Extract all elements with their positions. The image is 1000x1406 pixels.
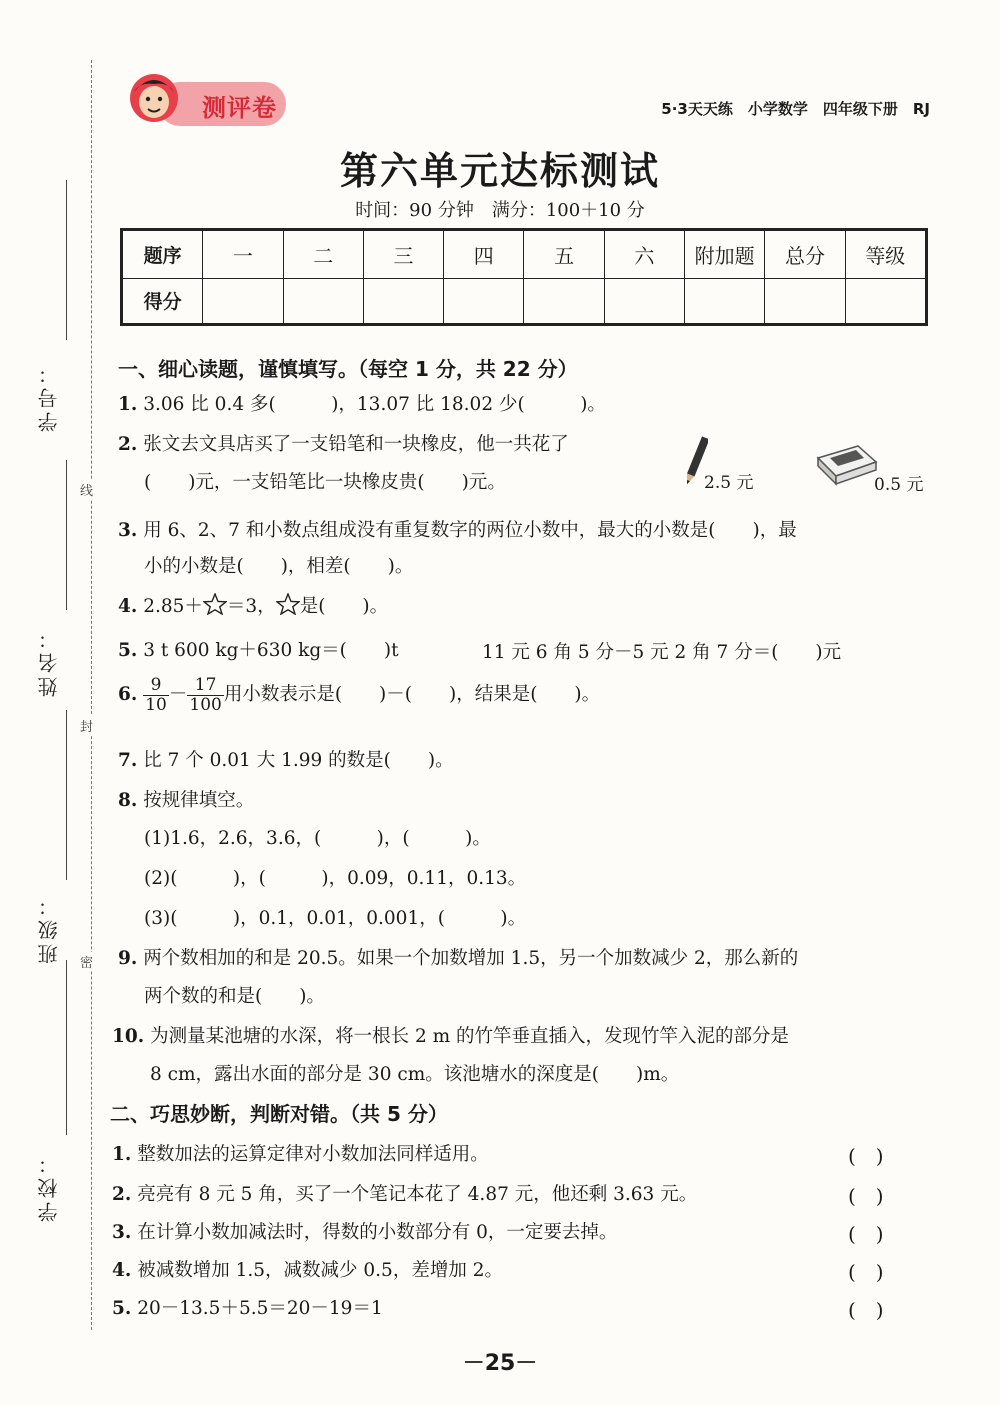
column-header: 总分 <box>765 230 845 279</box>
question-6-text: 用小数表示是( )－( )，结果是( )。 <box>223 684 601 706</box>
time-and-score: 时间：90 分钟 满分：100＋10 分 <box>355 200 645 221</box>
score-cell[interactable] <box>845 278 926 324</box>
judge-item-1: 1. 整数加法的运算定律对小数加法同样适用。 <box>112 1144 489 1165</box>
fraction-9-10: $\frac{9}{10}$ <box>145 675 167 715</box>
section2-heading: 二、巧思妙断，判断对错。（共 5 分） <box>110 1102 448 1126</box>
answer-bracket[interactable]: ( ) <box>848 1298 884 1322</box>
judge-item-3: 3. 在计算小数加减法时，得数的小数部分有 0，一定要去掉。 <box>112 1222 618 1243</box>
question-1: 1. 3.06 比 0.4 多( )，13.07 比 18.02 少( )。 <box>118 394 606 415</box>
eraser-icon <box>814 440 880 488</box>
school-line <box>66 960 67 1135</box>
question-2-line1: 张文去文具店买了一支铅笔和一块橡皮，他一共花了 <box>143 434 569 455</box>
column-header: 四 <box>444 230 524 279</box>
score-cell[interactable] <box>765 278 845 324</box>
column-header: 二 <box>283 230 363 279</box>
question-8-sub1: (1)1.6，2.6，3.6，( )，( )。 <box>144 828 491 849</box>
question-10-line2: 8 cm，露出水面的部分是 30 cm。该池塘水的深度是( )m。 <box>150 1064 680 1085</box>
page-number: －25－ <box>462 1351 538 1376</box>
eraser-price: 0.5 元 <box>874 475 924 495</box>
star-icon <box>276 593 300 615</box>
answer-bracket[interactable]: ( ) <box>848 1260 884 1284</box>
cut-mark-secret: 密 <box>80 952 93 971</box>
series-label: 5·3天天练 小学数学 四年级下册 RJ <box>661 100 930 118</box>
badge-label: 测评卷 <box>202 94 277 122</box>
score-table <box>120 228 928 326</box>
score-cell[interactable] <box>524 278 604 324</box>
question-8-sub3: (3)( )，0.1，0.01，0.001，( )。 <box>144 908 527 929</box>
question-5-part-b: 11 元 6 角 5 分－5 元 2 角 7 分＝( )元 <box>482 642 842 663</box>
star-icon <box>203 593 227 615</box>
name-label: 姓名： <box>37 625 61 697</box>
answer-bracket[interactable]: ( ) <box>848 1184 884 1208</box>
cut-mark-seal: 封 <box>80 716 93 735</box>
question-3-line2: 小的小数是( )，相差( )。 <box>144 556 414 577</box>
question-5: 5. 3 t 600 kg＋630 kg＝( )t <box>118 640 399 661</box>
answer-bracket[interactable]: ( ) <box>848 1222 884 1246</box>
column-header: 六 <box>604 230 684 279</box>
judge-item-2: 2. 亮亮有 8 元 5 角，买了一个笔记本花了 4.87 元，他还剩 3.63 元。 <box>112 1184 698 1205</box>
answer-bracket[interactable]: ( ) <box>848 1144 884 1168</box>
fraction-17-100: $\frac{17}{100}$ <box>189 675 222 715</box>
question-5-part-a: 3 t 600 kg＋630 kg＝( )t <box>143 640 399 661</box>
school-label: 学校： <box>37 1150 61 1222</box>
class-line <box>66 710 67 880</box>
question-4: 4. 2.85＋ ＝3， 是( )。 <box>118 592 388 618</box>
question-3: 3. 用 6、2、7 和小数点组成没有重复数字的两位小数中，最大的小数是( )，最 <box>118 520 797 541</box>
section1-heading: 一、细心读题，谨慎填写。（每空 1 分，共 22 分） <box>118 357 578 381</box>
score-cell[interactable] <box>685 278 765 324</box>
row-header-order: 题序 <box>122 230 203 279</box>
mascot-icon <box>128 72 180 128</box>
question-6: 6. $\frac{9}{10}$ － $\frac{17}{100}$ 用小数表示是( )－( )，结果是( )。 <box>118 675 601 715</box>
score-cell[interactable] <box>283 278 363 324</box>
score-cell[interactable] <box>444 278 524 324</box>
column-header: 附加题 <box>685 230 765 279</box>
assessment-badge <box>128 72 288 132</box>
column-header: 一 <box>203 230 283 279</box>
question-2-line2: ( )元，一支铅笔比一块橡皮贵( )元。 <box>144 472 506 493</box>
table-row <box>122 278 927 324</box>
judge-item-4: 4. 被减数增加 1.5，减数减少 0.5，差增加 2。 <box>112 1260 503 1281</box>
score-cell[interactable] <box>604 278 684 324</box>
table-row <box>122 230 927 279</box>
class-label: 班级： <box>37 892 61 964</box>
cut-mark-line: 线 <box>80 480 93 499</box>
page-title: 第六单元达标测试 <box>339 149 660 193</box>
score-cell[interactable] <box>203 278 283 324</box>
cut-line <box>91 60 92 1330</box>
question-1-text: 3.06 比 0.4 多( )，13.07 比 18.02 少( )。 <box>143 394 606 415</box>
question-7: 7. 比 7 个 0.01 大 1.99 的数是( )。 <box>118 750 454 771</box>
question-8: 8. 按规律填空。 <box>118 790 255 811</box>
question-8-sub2: (2)( )，( )，0.09，0.11，0.13。 <box>144 868 527 889</box>
row-header-score: 得分 <box>122 278 203 324</box>
column-header: 五 <box>524 230 604 279</box>
question-10: 10. 为测量某池塘的水深，将一根长 2 m 的竹竿垂直插入，发现竹竿入泥的部分是 <box>112 1026 790 1047</box>
question-9: 9. 两个数相加的和是 20.5。如果一个加数增加 1.5，另一个加数减少 2，那么新的 <box>118 948 799 969</box>
name-line <box>66 460 67 610</box>
question-2: 2. 张文去文具店买了一支铅笔和一块橡皮，他一共花了 <box>118 434 569 455</box>
question-3-line1: 用 6、2、7 和小数点组成没有重复数字的两位小数中，最大的小数是( )，最 <box>143 520 797 541</box>
student-id-label: 学号： <box>37 360 61 432</box>
pencil-price: 2.5 元 <box>704 473 754 493</box>
column-header: 三 <box>363 230 443 279</box>
question-9-line2: 两个数的和是( )。 <box>144 986 325 1007</box>
score-cell[interactable] <box>363 278 443 324</box>
column-header: 等级 <box>845 230 926 279</box>
judge-item-5: 5. 20－13.5＋5.5＝20－19＝1 <box>112 1298 383 1319</box>
